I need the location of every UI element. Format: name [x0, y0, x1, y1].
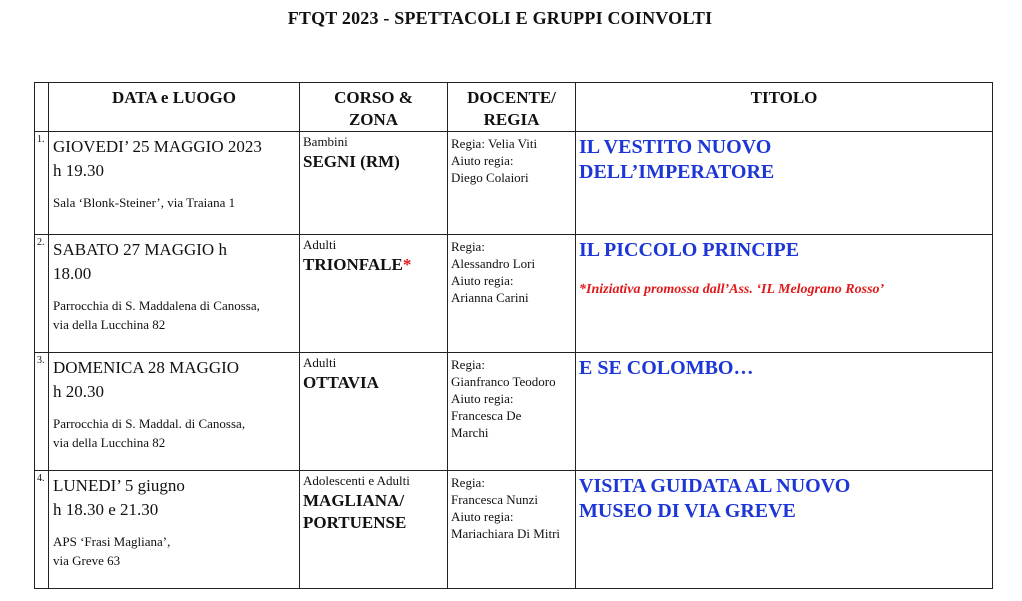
docente-line: Aiuto regia:: [451, 391, 514, 406]
zone-name: SEGNI (RM): [303, 152, 400, 171]
event-place: Parrocchia di S. Maddalena di Canossa, via della Lucchina 82: [53, 298, 260, 332]
titolo-cell: [576, 235, 993, 353]
corso-zona-cell: [300, 353, 448, 471]
docente-line: Francesca De: [451, 408, 522, 423]
docente-line: Regia: Velia Viti: [451, 136, 538, 151]
row-number: 1.: [35, 132, 49, 235]
docente-regia-cell: [448, 471, 576, 589]
event-date: DOMENICA 28 MAGGIO: [53, 358, 240, 377]
docente-line: Regia:: [451, 357, 485, 372]
docente-line: Gianfranco Teodoro: [451, 374, 556, 389]
event-time: h 18.30 e 21.30: [53, 500, 159, 519]
header-docente-regia: DOCENTE/ REGIA: [448, 83, 576, 132]
show-title: IL PICCOLO PRINCIPE: [579, 239, 800, 261]
zone-name: TRIONFALE*: [303, 255, 412, 274]
course-category: Adulti: [303, 237, 337, 252]
docente-line: Diego Colaiori: [451, 170, 529, 185]
show-title: E SE COLOMBO…: [579, 357, 754, 379]
docente-line: Aiuto regia:: [451, 509, 514, 524]
zone-name: OTTAVIA: [303, 373, 379, 392]
table-row: [35, 132, 993, 235]
docente-regia-cell: [448, 235, 576, 353]
docente-regia-cell: [448, 353, 576, 471]
docente-line: Mariachiara Di Mitri: [451, 526, 561, 541]
header-row: [35, 83, 993, 132]
docente-line: Alessandro Lori: [451, 256, 536, 271]
docente-line: Francesca Nunzi: [451, 492, 538, 507]
titolo-cell: [576, 132, 993, 235]
corso-zona-cell: [300, 235, 448, 353]
header-data-luogo: DATA e LUOGO: [49, 83, 300, 132]
docente-line: Marchi: [451, 425, 489, 440]
event-time: h 19.30: [53, 161, 104, 180]
event-date: LUNEDI’ 5 giugno: [53, 476, 185, 495]
zone-name: MAGLIANA/ PORTUENSE: [303, 491, 407, 532]
date-place-cell: [49, 353, 300, 471]
table-row: [35, 471, 993, 589]
show-title: VISITA GUIDATA AL NUOVO MUSEO DI VIA GREVE: [579, 475, 851, 522]
event-date: SABATO 27 MAGGIO h: [53, 240, 227, 259]
event-time: 18.00: [53, 264, 92, 283]
initiative-note: *Iniziativa promossa dall’Ass. ‘IL Melograno Rosso’: [579, 282, 885, 297]
docente-line: Regia:: [451, 239, 485, 254]
docente-line: Arianna Carini: [451, 290, 529, 305]
titolo-cell: [576, 353, 993, 471]
show-title: IL VESTITO NUOVO DELL’IMPERATORE: [579, 136, 775, 183]
titolo-cell: [576, 471, 993, 589]
row-number: 4.: [35, 471, 49, 589]
date-place-cell: [49, 471, 300, 589]
event-place: Parrocchia di S. Maddal. di Canossa, via della Lucchina 82: [53, 416, 246, 450]
row-number: 3.: [35, 353, 49, 471]
docente-line: Aiuto regia:: [451, 153, 514, 168]
docente-regia-cell: [448, 132, 576, 235]
date-place-cell: [49, 132, 300, 235]
corso-zona-cell: [300, 471, 448, 589]
course-category: Adulti: [303, 355, 337, 370]
event-date: GIOVEDI’ 25 MAGGIO 2023: [53, 137, 262, 156]
course-category: Adolescenti e Adulti: [303, 473, 410, 488]
page-title: FTQT 2023 - SPETTACOLI E GRUPPI COINVOLTI: [287, 8, 713, 28]
header-titolo: TITOLO: [576, 83, 993, 132]
docente-line: Regia:: [451, 475, 485, 490]
course-category: Bambini: [303, 134, 348, 149]
zone-asterisk: *: [402, 255, 412, 274]
event-place: APS ‘Frasi Magliana’, via Greve 63: [53, 534, 171, 568]
date-place-cell: [49, 235, 300, 353]
header-corso-zona: CORSO & ZONA: [300, 83, 448, 132]
header-num: [35, 83, 49, 132]
table-row: [35, 235, 993, 353]
schedule-table: [34, 82, 993, 589]
corso-zona-cell: [300, 132, 448, 235]
row-number: 2.: [35, 235, 49, 353]
docente-line: Aiuto regia:: [451, 273, 514, 288]
event-time: h 20.30: [53, 382, 104, 401]
event-place: Sala ‘Blonk-Steiner’, via Traiana 1: [53, 195, 236, 210]
table-row: [35, 353, 993, 471]
